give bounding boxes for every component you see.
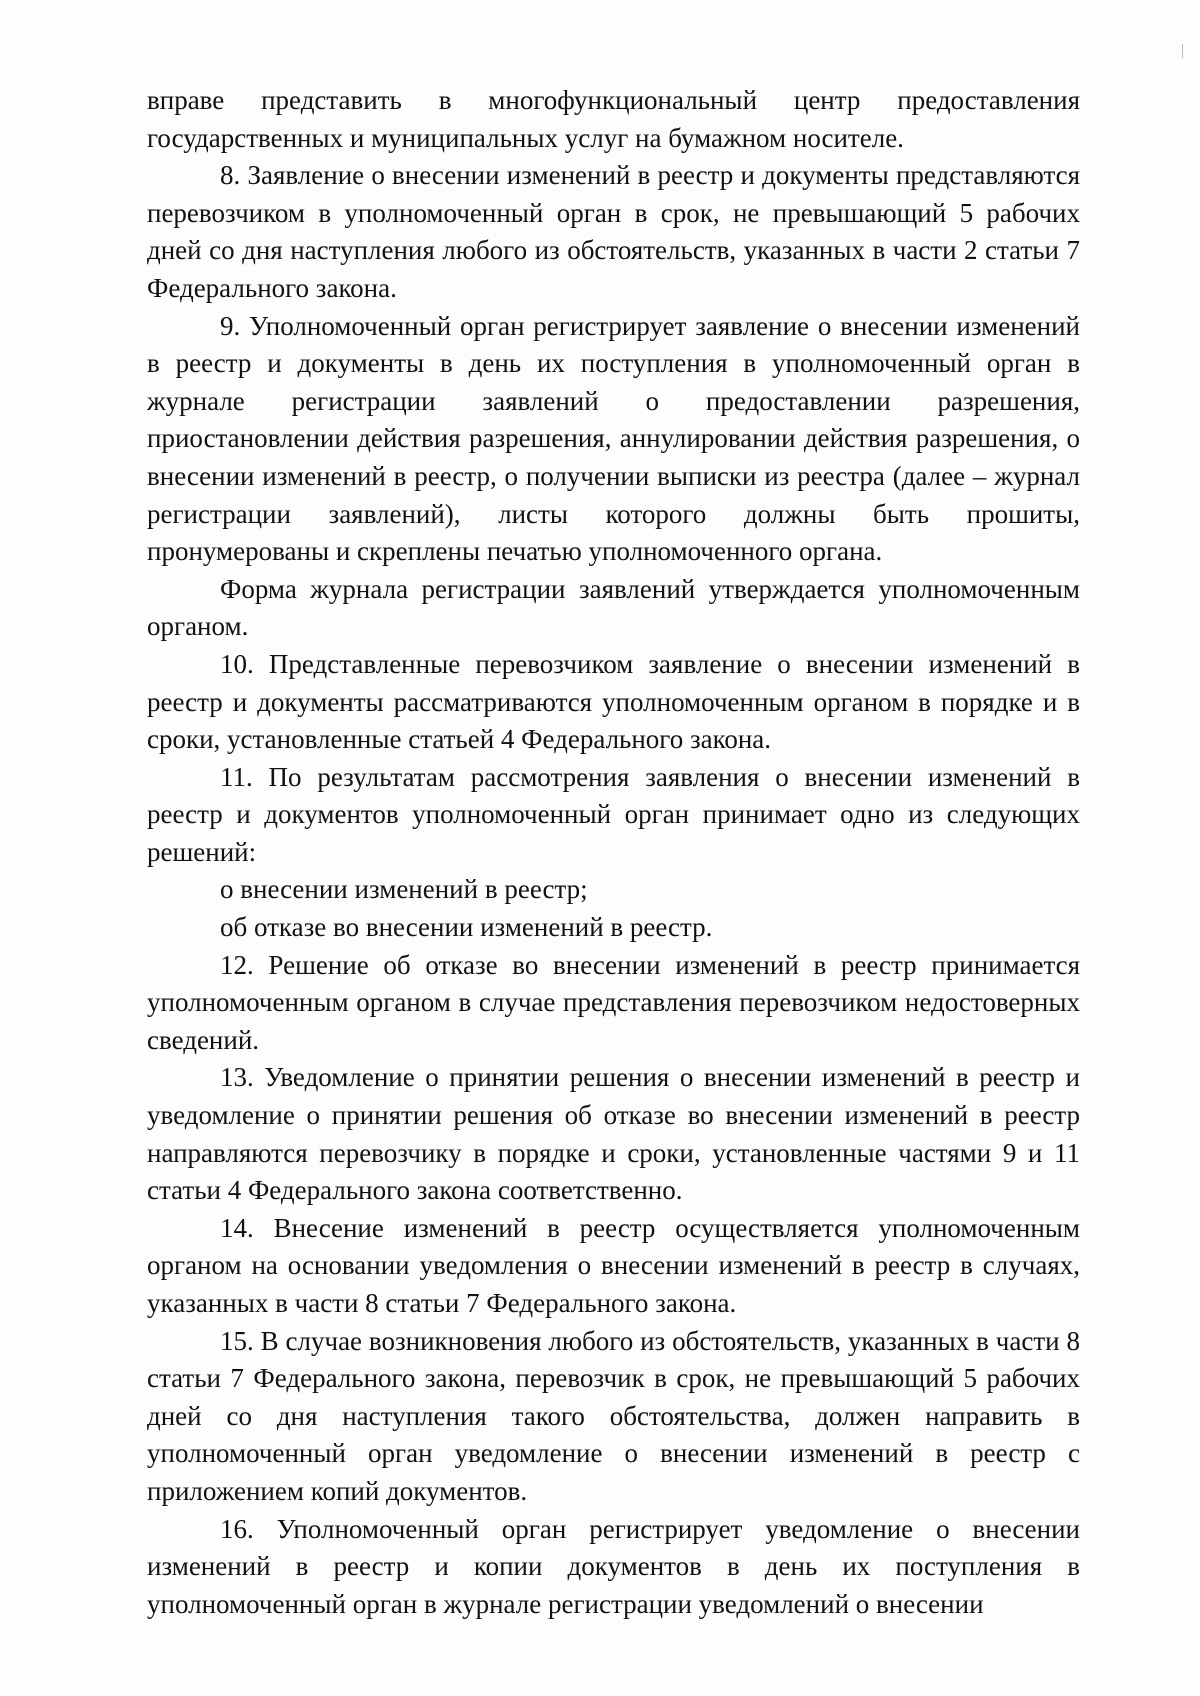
decision-option-amend: о внесении изменений в реестр;: [220, 874, 588, 905]
paragraph-item-12: 12. Решение об отказе во внесении изменений в реестр принимается уполномоченным органом в случае представления перевозчиком недостоверных сведений.: [147, 949, 1080, 1055]
paragraph-item-11: 11. По результатам рассмотрения заявления о внесении изменений в реестр и документов уполномоченный орган принимает одно из следующих решений:: [147, 761, 1080, 867]
paragraph-item-9: 9. Уполномоченный орган регистрирует заявление о внесении изменений в реестр и документы в день их поступления в уполномоченный орган в журнале регистрации заявлений о предоставлении разрешения, приостановлении действия разрешения, аннулировании действия разрешения, о внесении изменений в реестр, о получении выписки из реестра (далее – журнал регистрации заявлений), листы которого должны быть прошиты, пронумерованы и скреплены печатью уполномоченного органа.: [147, 310, 1080, 567]
paragraph-item-13: 13. Уведомление о принятии решения о внесении изменений в реестр и уведомление о принятии решения об отказе во внесении изменений в реестр направляются перевозчику в порядке и сроки, установленные частями 9 и 11 статьи 4 Федерального закона соответственно.: [147, 1062, 1080, 1206]
paragraph-item-8: 8. Заявление о внесении изменений в реестр и документы представляются перевозчиком в уполномоченный орган в срок, не превышающий 5 рабочих дней со дня наступления любого из обстоятельств, указанных в части 2 статьи 7 Федерального закона.: [147, 160, 1080, 303]
decision-option-refuse: об отказе во внесении изменений в реестр.: [220, 912, 713, 943]
paragraph-item-14: 14. Внесение изменений в реестр осуществляется уполномоченным органом на основании уведомления о внесении изменений в реестр в случаях, указанных в части 8 статьи 7 Федерального закона.: [147, 1212, 1080, 1318]
paragraph-journal-form: Форма журнала регистрации заявлений утверждается уполномоченным органом.: [147, 573, 1080, 642]
paragraph-item-10: 10. Представленные перевозчиком заявление о внесении изменений в реестр и документы рассматриваются уполномоченным органом в порядке и в сроки, установленные статьей 4 Федерального закона.: [147, 648, 1080, 755]
paragraph-continuation: вправе представить в многофункциональный центр предоставления государственных и муниципальных услуг на бумажном носителе.: [147, 85, 1080, 153]
paragraph-item-15: 15. В случае возникновения любого из обстоятельств, указанных в части 8 статьи 7 Федерального закона, перевозчик в срок, не превышающий 5 рабочих дней со дня наступления такого обстоятельства, должен направить в уполномоченный орган уведомление о внесении изменений в реестр с приложением копий документов.: [147, 1325, 1080, 1506]
paragraph-item-16: 16. Уполномоченный орган регистрирует уведомление о внесении изменений в реестр и копии документов в день их поступления в уполномоченный орган в журнале регистрации уведомлений о внесении: [147, 1513, 1080, 1619]
scan-artifact: [1182, 44, 1183, 58]
document-body: [147, 82, 1080, 1623]
